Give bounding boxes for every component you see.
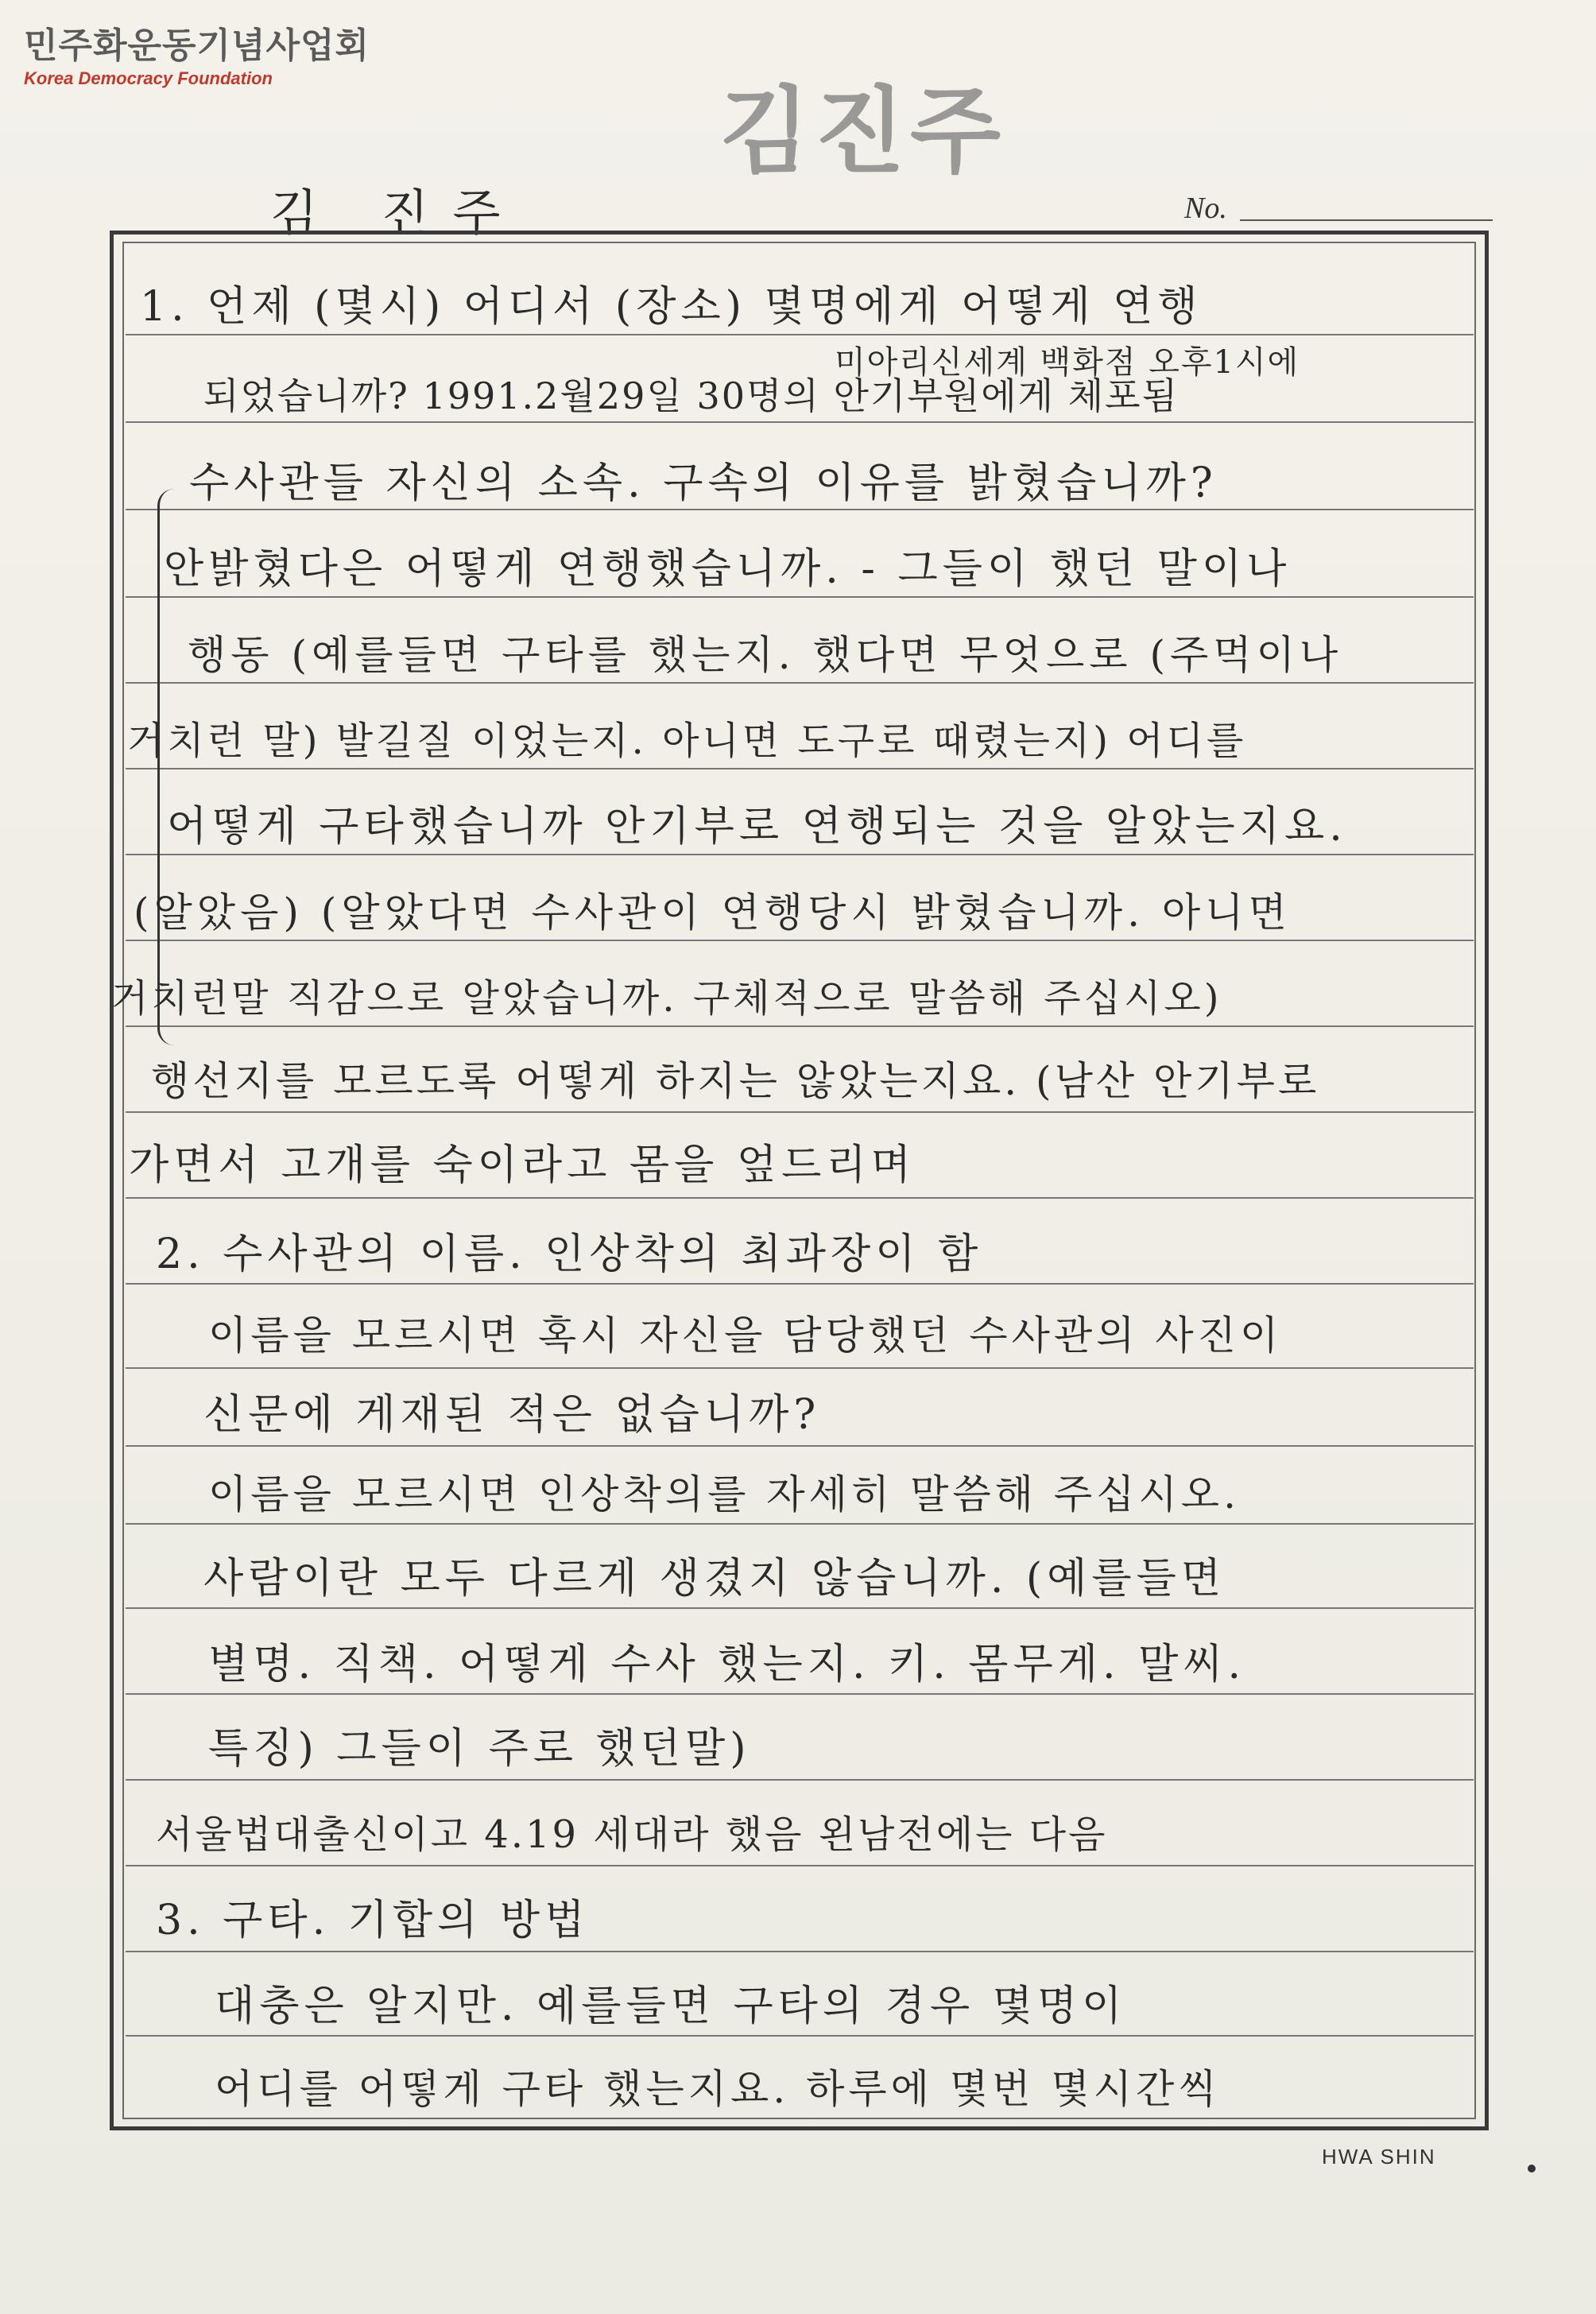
text-line xyxy=(0,889,1596,976)
text-line xyxy=(0,1555,1596,1642)
text-line xyxy=(0,1641,1596,1728)
watermark-korean: 민주화운동기념사업회 xyxy=(24,25,370,66)
text-line xyxy=(0,1141,1596,1229)
watermark-english: Korea Democracy Foundation xyxy=(24,68,273,88)
text-line xyxy=(0,1312,1596,1399)
text-line xyxy=(0,545,1596,633)
text-line xyxy=(0,1897,1596,1984)
number-underline xyxy=(1240,219,1493,221)
line-text: 가면서 고개를 숙이라고 몸을 엎드리며 xyxy=(129,1141,916,1189)
text-line xyxy=(0,1391,1596,1479)
written-name: 김 진주 xyxy=(270,184,525,242)
line-text: 이름을 모르시면 혹시 자신을 담당했던 수사관의 사진이 xyxy=(208,1312,1283,1359)
line-text: 행동 (예를들면 구타를 했는지. 했다면 무엇으로 (주먹이나 xyxy=(188,632,1343,678)
line-text: 어떻게 구타했습니까 안기부로 연행되는 것을 알았는지요. xyxy=(167,803,1347,851)
stamped-name: 김진주 xyxy=(719,76,1005,186)
text-line xyxy=(0,1471,1596,1558)
line-text: 이름을 모르시면 인상착의를 자세히 말씀해 주십시오. xyxy=(208,1471,1240,1517)
line-text: (알았음) (알았다면 수사관이 연행당시 밝혔습니까. 아니면 xyxy=(134,890,1292,936)
text-line xyxy=(0,1231,1596,1318)
text-line xyxy=(0,1057,1596,1145)
line-text: 행선지를 모르도록 어떻게 하지는 않았는지요. (남산 안기부로 xyxy=(151,1058,1320,1104)
text-line xyxy=(0,803,1596,890)
line-text: 거치런 말) 발길질 이었는지. 아니면 도구로 때렸는지) 어디를 xyxy=(127,719,1247,763)
line-text: 서울법대출신이고 4.19 세대라 했음 왼남전에는 다음 xyxy=(156,1812,1108,1857)
line-text: 안밝혔다은 어떻게 연행했습니까. - 그들이 했던 말이나 xyxy=(164,545,1292,593)
ink-dot xyxy=(1528,2165,1536,2173)
line-text: 1. 언제 (몇시) 어디서 (장소) 몇명에게 어떻게 연행 xyxy=(140,283,1203,331)
text-line xyxy=(0,1811,1596,1898)
line-text: 어디를 어떻게 구타 했는지요. 하루에 몇번 몇시간씩 xyxy=(215,2066,1221,2112)
line-text: 별명. 직책. 어떻게 수사 했는지. 키. 몸무게. 말씨. xyxy=(208,1641,1246,1688)
foundation-watermark xyxy=(24,27,370,89)
line-text: 사람이란 모두 다르게 생겼지 않습니까. (예를들면 xyxy=(203,1555,1226,1603)
line-text: 3. 구타. 기합의 방법 xyxy=(156,1897,590,1944)
line-text: 2. 수사관의 이름. 인상착의 최과장이 함 xyxy=(156,1231,983,1278)
line-text: 거치런말 직감으로 알았습니까. 구체적으로 말씀해 주십시오) xyxy=(111,976,1222,1021)
line-text: 수사관들 자신의 소속. 구속의 이유를 밝혔습니까? xyxy=(189,459,1218,507)
paper-brand-label: HWA SHIN xyxy=(1322,2145,1436,2169)
line-text: 특징) 그들이 주로 했던말) xyxy=(208,1725,751,1773)
line-text: 대충은 알지만. 예를들면 구타의 경우 몇명이 xyxy=(215,1983,1127,2030)
line-text: 신문에 게재된 적은 없습니까? xyxy=(203,1391,821,1439)
text-line xyxy=(0,1983,1596,2070)
text-line xyxy=(0,459,1596,547)
text-line xyxy=(0,631,1596,719)
number-label: No. xyxy=(1184,192,1227,225)
text-line xyxy=(0,717,1596,804)
text-line xyxy=(0,975,1596,1062)
text-line xyxy=(0,372,1596,459)
line-annotation: 미아리신세계 백화점 오후1시에 xyxy=(835,344,1300,381)
line-text: 되었습니까? 1991.2월29일 30명의 안기부원에게 체포됨 xyxy=(203,374,1180,417)
text-line xyxy=(0,1725,1596,1812)
text-line xyxy=(0,2065,1596,2153)
